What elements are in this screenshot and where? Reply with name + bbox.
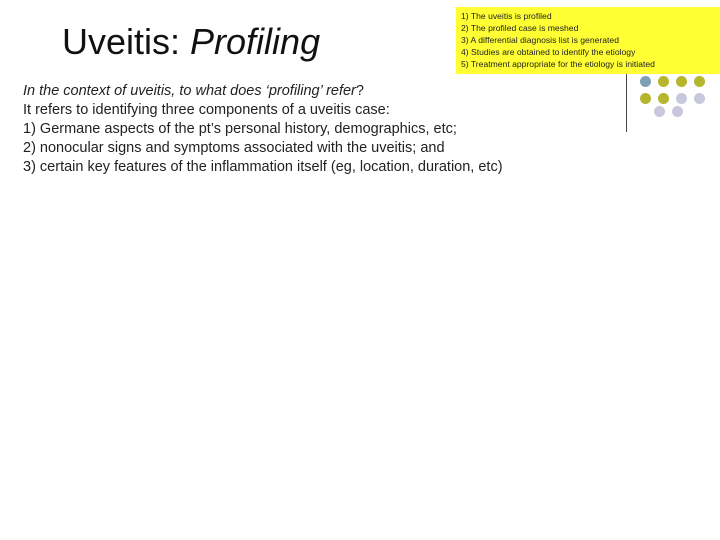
callout-step: 5) Treatment appropriate for the etiology is initiated xyxy=(461,59,655,69)
decorative-dot xyxy=(654,106,665,117)
slide-title xyxy=(62,20,320,64)
callout-step: 1) The uveitis is profiled xyxy=(461,11,552,21)
decorative-dot xyxy=(640,93,651,104)
slide-body xyxy=(23,82,503,177)
decorative-dot xyxy=(658,76,669,87)
decorative-divider xyxy=(626,74,627,132)
decorative-dot xyxy=(676,76,687,87)
decorative-dot xyxy=(694,76,705,87)
answer-line: 2) nonocular signs and symptoms associated with the uveitis; and xyxy=(23,140,445,156)
callout-step: 2) The profiled case is meshed xyxy=(461,23,579,33)
title-emphasis: Profiling xyxy=(190,21,321,62)
question-line xyxy=(23,82,503,101)
decorative-dot xyxy=(672,106,683,117)
decorative-dot xyxy=(640,76,651,87)
callout-step: 4) Studies are obtained to identify the etiology xyxy=(461,47,636,57)
answer-line: It refers to identifying three components of a uveitis case: xyxy=(23,102,390,118)
question-mark: ? xyxy=(355,83,364,99)
process-steps-callout xyxy=(456,7,720,74)
answer-line: 3) certain key features of the inflammation itself (eg, location, duration, etc) xyxy=(23,159,503,175)
callout-step: 3) A differential diagnosis list is generated xyxy=(461,35,619,45)
decorative-dot xyxy=(658,93,669,104)
title-prefix: Uveitis: xyxy=(62,21,191,62)
decorative-dot xyxy=(694,93,705,104)
question-text: In the context of uveitis, to what does ‘profiling’ refer xyxy=(23,83,356,99)
answer-line: 1) Germane aspects of the pt’s personal history, demographics, etc; xyxy=(23,121,457,137)
decorative-dot xyxy=(676,93,687,104)
